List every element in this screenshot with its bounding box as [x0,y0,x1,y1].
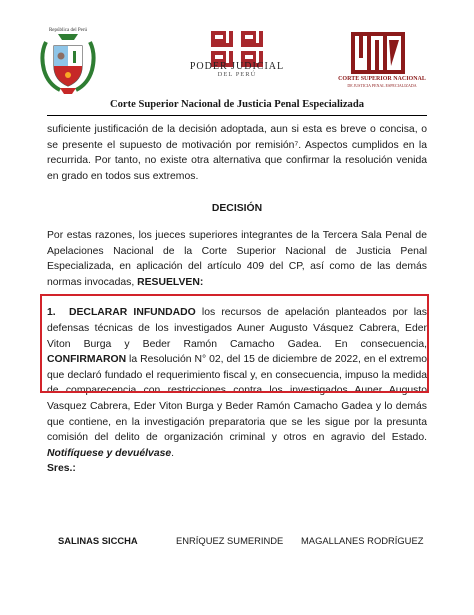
sres-label: Sres.: [47,463,76,475]
csn-sub: DE JUSTICIA PENAL ESPECIALIZADA [347,83,417,88]
item-closing: Notifíquese y devuélvase [47,447,172,459]
csn-caption [336,76,428,88]
pj-sub: DEL PERÚ [217,71,257,78]
preamble-paragraph [47,228,427,290]
highlight-box [40,294,429,393]
preamble-text: Por estas razones, los jueces superiores integrantes de la Tercera Sala Penal de Apelaciones Nacional de la Corte Superior Nacional de Justicia Penal Especializada, en aplicación del artículo 409 del CP, así como de las demás normas invocadas, [47,229,427,288]
peru-logo-caption: República del Perú [48,28,88,33]
court-title: Corte Superior Nacional de Justicia Penal Especializada [109,99,365,110]
pj-name: PODER JUDICIAL [189,61,285,72]
decision-heading: DECISIÓN [211,203,263,215]
item-lead: DECLARAR INFUNDADO [69,307,196,319]
peru-coat-of-arms-logo [38,24,98,96]
item-closing-end: . [171,447,175,459]
item-text-b: la Resolución N° 02, del 15 de diciembre de 2022, en el extremo que declaró fundado el requerimiento fiscal y, en consecuencia, impuso la medida de comparecencia con restricciones contra los investigados Auner Augusto Vasquez Cabrera, Eder Viton Burga y Beder Ramón Camacho Gadea y lo demás que contiene, en la investigación preparatoria que se les sigue por la presunta comisión del delito de organización criminal y otros en agravio del Estado. [47,354,427,444]
corte-superior-nacional-logo [345,30,411,76]
signature-1: SALINAS SICCHA [58,535,138,546]
header-divider [47,115,427,116]
poder-judicial-caption [170,61,304,78]
document-header [0,0,474,100]
signature-3: MAGALLANES RODRÍGUEZ [301,535,424,546]
item-number: 1. [47,307,56,319]
csn-name: CORTE SUPERIOR NACIONAL [338,76,426,82]
item-confirm: CONFIRMARON [47,354,127,366]
item-text-a: los recursos de apelación planteados por las defensas técnicas de los investigados Auner Augusto Vásquez Cabrera, Eder Viton Burga y Beder Ramón Camacho Gadea. En consecuencia, [47,307,427,350]
intro-paragraph: suficiente justificación de la decisión adoptada, aun si esta es breve o concisa, o se presente el supuesto de motivación por remisión⁷. Aspectos cumplidos en la recurrida. Por tanto, no existe otra alternativa que confirmar la resolución venida en grado en todos sus extremos. [47,124,427,182]
signature-2: ENRÍQUEZ SUMERINDE [176,535,284,546]
resuelven-label: RESUELVEN: [137,276,204,288]
